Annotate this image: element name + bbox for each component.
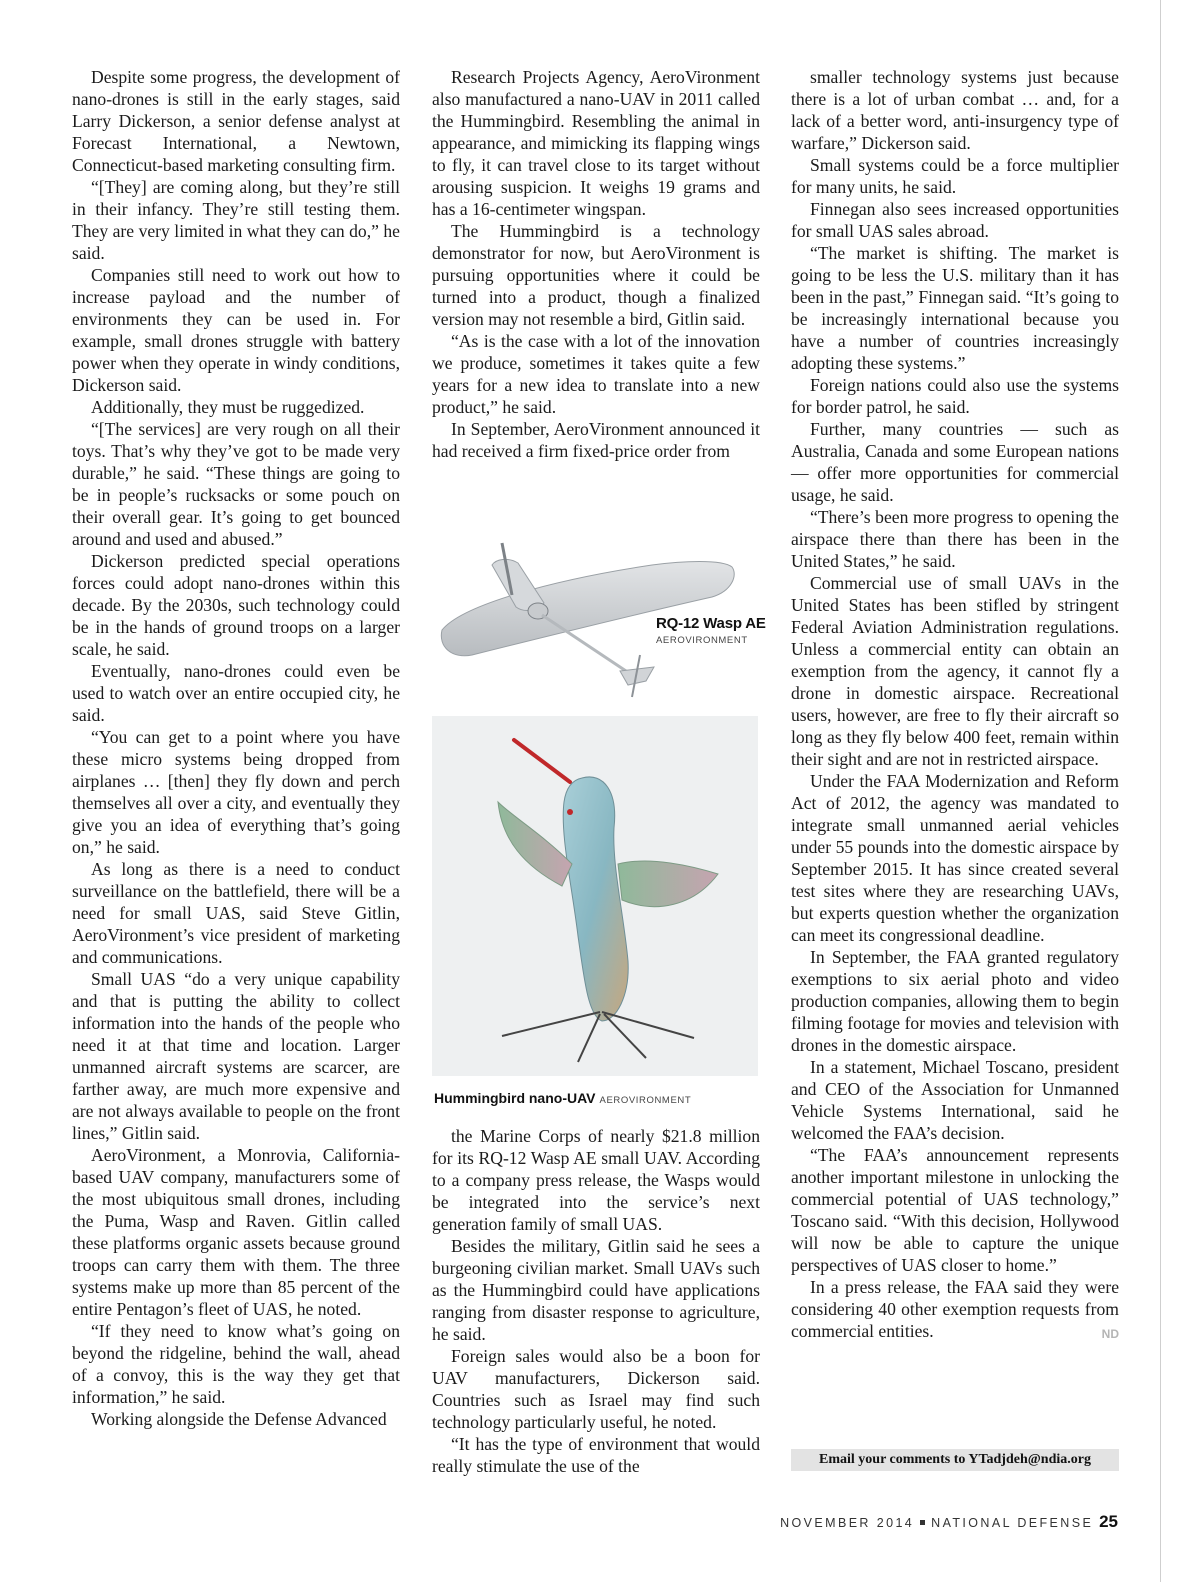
footer-publication: NATIONAL DEFENSE [931, 1516, 1094, 1530]
article-paragraph: “The FAA’s announcement represents another important milestone in unlocking the commercial potential of UAS technology,” Toscano said. “With this decision, Hollywood will now be able to capture the unique perspectives of UAS closer to home.” [791, 1145, 1119, 1275]
article-paragraph: Small systems could be a force multiplier for many units, he said. [791, 155, 1119, 197]
article-paragraph: Foreign nations could also use the systems for border patrol, he said. [791, 375, 1119, 417]
article-paragraph: “There’s been more progress to opening the airspace there than there has been in the United States,” he said. [791, 507, 1119, 571]
article-paragraph: the Marine Corps of nearly $21.8 million for its RQ-12 Wasp AE small UAV. According to a company press release, the Wasps would be integrated into the service’s next generation family of small UAS. [432, 1126, 760, 1234]
article-column-3-body [791, 66, 1119, 1276]
article-paragraph: In a statement, Michael Toscano, president and CEO of the Association for Unmanned Vehicle Systems International, said he welcomed the FAA’s decision. [791, 1057, 1119, 1143]
article-paragraph: Dickerson predicted special operations forces could adopt nano-drones within this decade. By the 2030s, such technology could be in the hands of ground troops on a larger scale, he said. [72, 551, 400, 659]
email-comments-box [791, 1449, 1119, 1471]
article-paragraph: As long as there is a need to conduct surveillance on the battlefield, there will be a need for small UAS, said Steve Gitlin, AeroVironment’s vice president of marketing and communications. [72, 859, 400, 967]
article-paragraph: “The market is shifting. The market is going to be less the U.S. military than it has been in the past,” Finnegan said. “It’s going to be increasingly international because you have a number of countries increasingly adopting these systems.” [791, 243, 1119, 373]
last-paragraph-text: In a press release, the FAA said they were considering 40 other exemption requests from commercial entities. [791, 1277, 1119, 1341]
article-column-2-top [432, 66, 760, 462]
page-edge-rule [1160, 0, 1161, 1582]
article-paragraph: “[The services] are very rough on all their toys. That’s why they’ve got to be made very durable,” he said. “These things are going to be in people’s rucksacks or some pouch on their overall gear. It’s going to get bounced around and used and abused.” [72, 419, 400, 549]
wasp-caption-credit: AEROVIRONMENT [656, 635, 748, 646]
hummingbird-drone-photo [432, 716, 758, 1076]
article-paragraph: Companies still need to work out how to increase payload and the number of environments they can be used in. For example, small drones struggle with battery power when they operate in windy conditions, Dickerson said. [72, 265, 400, 395]
article-column-3 [791, 66, 1119, 1345]
article-last-paragraph [791, 1276, 1119, 1342]
article-paragraph: Research Projects Agency, AeroVironment also manufactured a nano-UAV in 2011 called the Hummingbird. Resembling the animal in appearance, and mimicking its flapping wings to fly, it can travel close to its target without arousing suspicion. It weighs 19 grams and has a 16-centimeter wingspan. [432, 67, 760, 219]
hummingbird-caption [434, 1090, 691, 1108]
article-paragraph: “[They] are coming along, but they’re still in their infancy. They’re still testing them. They are very limited in what they can do,” he said. [72, 177, 400, 263]
page-footer [780, 1512, 1118, 1532]
article-paragraph: The Hummingbird is a technology demonstrator for now, but AeroVironment is pursuing opportunities where it could be turned into a product, though a finalized version may not resemble a bird, Gitlin said. [432, 221, 760, 329]
article-paragraph: Besides the military, Gitlin said he sees a burgeoning civilian market. Small UAVs such as the Hummingbird could have applications ranging from disaster response to agriculture, he said. [432, 1236, 760, 1344]
article-paragraph: Foreign sales would also be a boon for UAV manufacturers, Dickerson said. Countries such as Israel may find such technology particularly useful, he noted. [432, 1346, 760, 1432]
article-paragraph: “As is the case with a lot of the innovation we produce, sometimes it takes quite a few years for a new idea to translate into a new product,” he said. [432, 331, 760, 417]
article-paragraph: “It has the type of environment that would really stimulate the use of the [432, 1434, 760, 1476]
wasp-caption [656, 615, 766, 646]
end-mark: ND [1101, 1327, 1119, 1341]
article-paragraph: Small UAS “do a very unique capability and that is putting the ability to collect information into the hands of the people who need it at that time and location. Larger unmanned aircraft systems are scarcer, are farther away, are much more expensive and are not always available to people on the front lines,” Gitlin said. [72, 969, 400, 1143]
article-paragraph: Finnegan also sees increased opportunities for small UAS sales abroad. [791, 199, 1119, 241]
article-paragraph: smaller technology systems just because there is a lot of urban combat … and, for a lack of a better word, anti-insurgency type of warfare,” Dickerson said. [791, 67, 1119, 153]
article-paragraph: In September, the FAA granted regulatory exemptions to six aerial photo and video production companies, allowing them to begin filming footage for movies and television with drones in the domestic airspace. [791, 947, 1119, 1055]
article-paragraph: Eventually, nano-drones could even be used to watch over an entire occupied city, he said. [72, 661, 400, 725]
footer-date: NOVEMBER 2014 [780, 1516, 915, 1530]
page-number: 25 [1099, 1512, 1118, 1531]
hummingbird-caption-credit: AEROVIRONMENT [599, 1095, 692, 1106]
article-paragraph: Additionally, they must be ruggedized. [91, 397, 365, 417]
article-paragraph: AeroVironment, a Monrovia, California-based UAV company, manufacturers some of the most ubiquitous small drones, including the Puma, Wasp and Raven. Gitlin called these platforms organic assets because ground troops can carry them with them. The three systems make up more than 85 percent of the entire Pentagon’s fleet of UAS, he noted. [72, 1145, 400, 1319]
article-paragraph: In September, AeroVironment announced it had received a firm fixed-price order from [432, 419, 760, 461]
article-paragraph: “You can get to a point where you have these micro systems being dropped from airplanes … [then] they fly down and perch themselves all over a city, and eventually they give you an idea of everything that’s going on,” he said. [72, 727, 400, 857]
wasp-caption-name: RQ-12 Wasp AE [656, 615, 766, 632]
article-paragraph: Under the FAA Modernization and Reform Act of 2012, the agency was mandated to integrate small unmanned aerial vehicles under 55 pounds into the domestic airspace by September 2015. It has since created several test sites where they are researching UAVs, but experts question whether the organization can meet its congressional deadline. [791, 771, 1119, 945]
email-address-link[interactable]: YTadjdeh@ndia.org [968, 1452, 1091, 1467]
article-column-2-bottom [432, 1125, 760, 1477]
hummingbird-caption-name: Hummingbird nano-UAV [434, 1090, 596, 1106]
footer-separator [920, 1520, 925, 1525]
article-column-1 [72, 66, 400, 1430]
article-paragraph: Despite some progress, the development of nano-drones is still in the early stages, said Larry Dickerson, a senior defense analyst at Forecast International, a Newtown, Connecticut-based marketing consulting firm. [72, 67, 400, 175]
article-paragraph: Working alongside the Defense Advanced [91, 1409, 387, 1429]
email-prefix: Email your comments to [819, 1452, 969, 1467]
article-paragraph: Further, many countries — such as Australia, Canada and some European nations — offer more opportunities for commercial usage, he said. [791, 419, 1119, 505]
article-paragraph: Commercial use of small UAVs in the United States has been stifled by stringent Federal Aviation Administration regulations. Unless a commercial entity can obtain an exemption from the agency, it cannot fly a drone in domestic airspace. Recreational users, however, are free to fly their aircraft so long as they fly below 400 feet, remain within their sight and are not in restricted airspace. [791, 573, 1119, 769]
article-paragraph: “If they need to know what’s going on beyond the ridgeline, behind the wall, ahead of a convoy, this is the way they get that information,” he said. [72, 1321, 400, 1407]
